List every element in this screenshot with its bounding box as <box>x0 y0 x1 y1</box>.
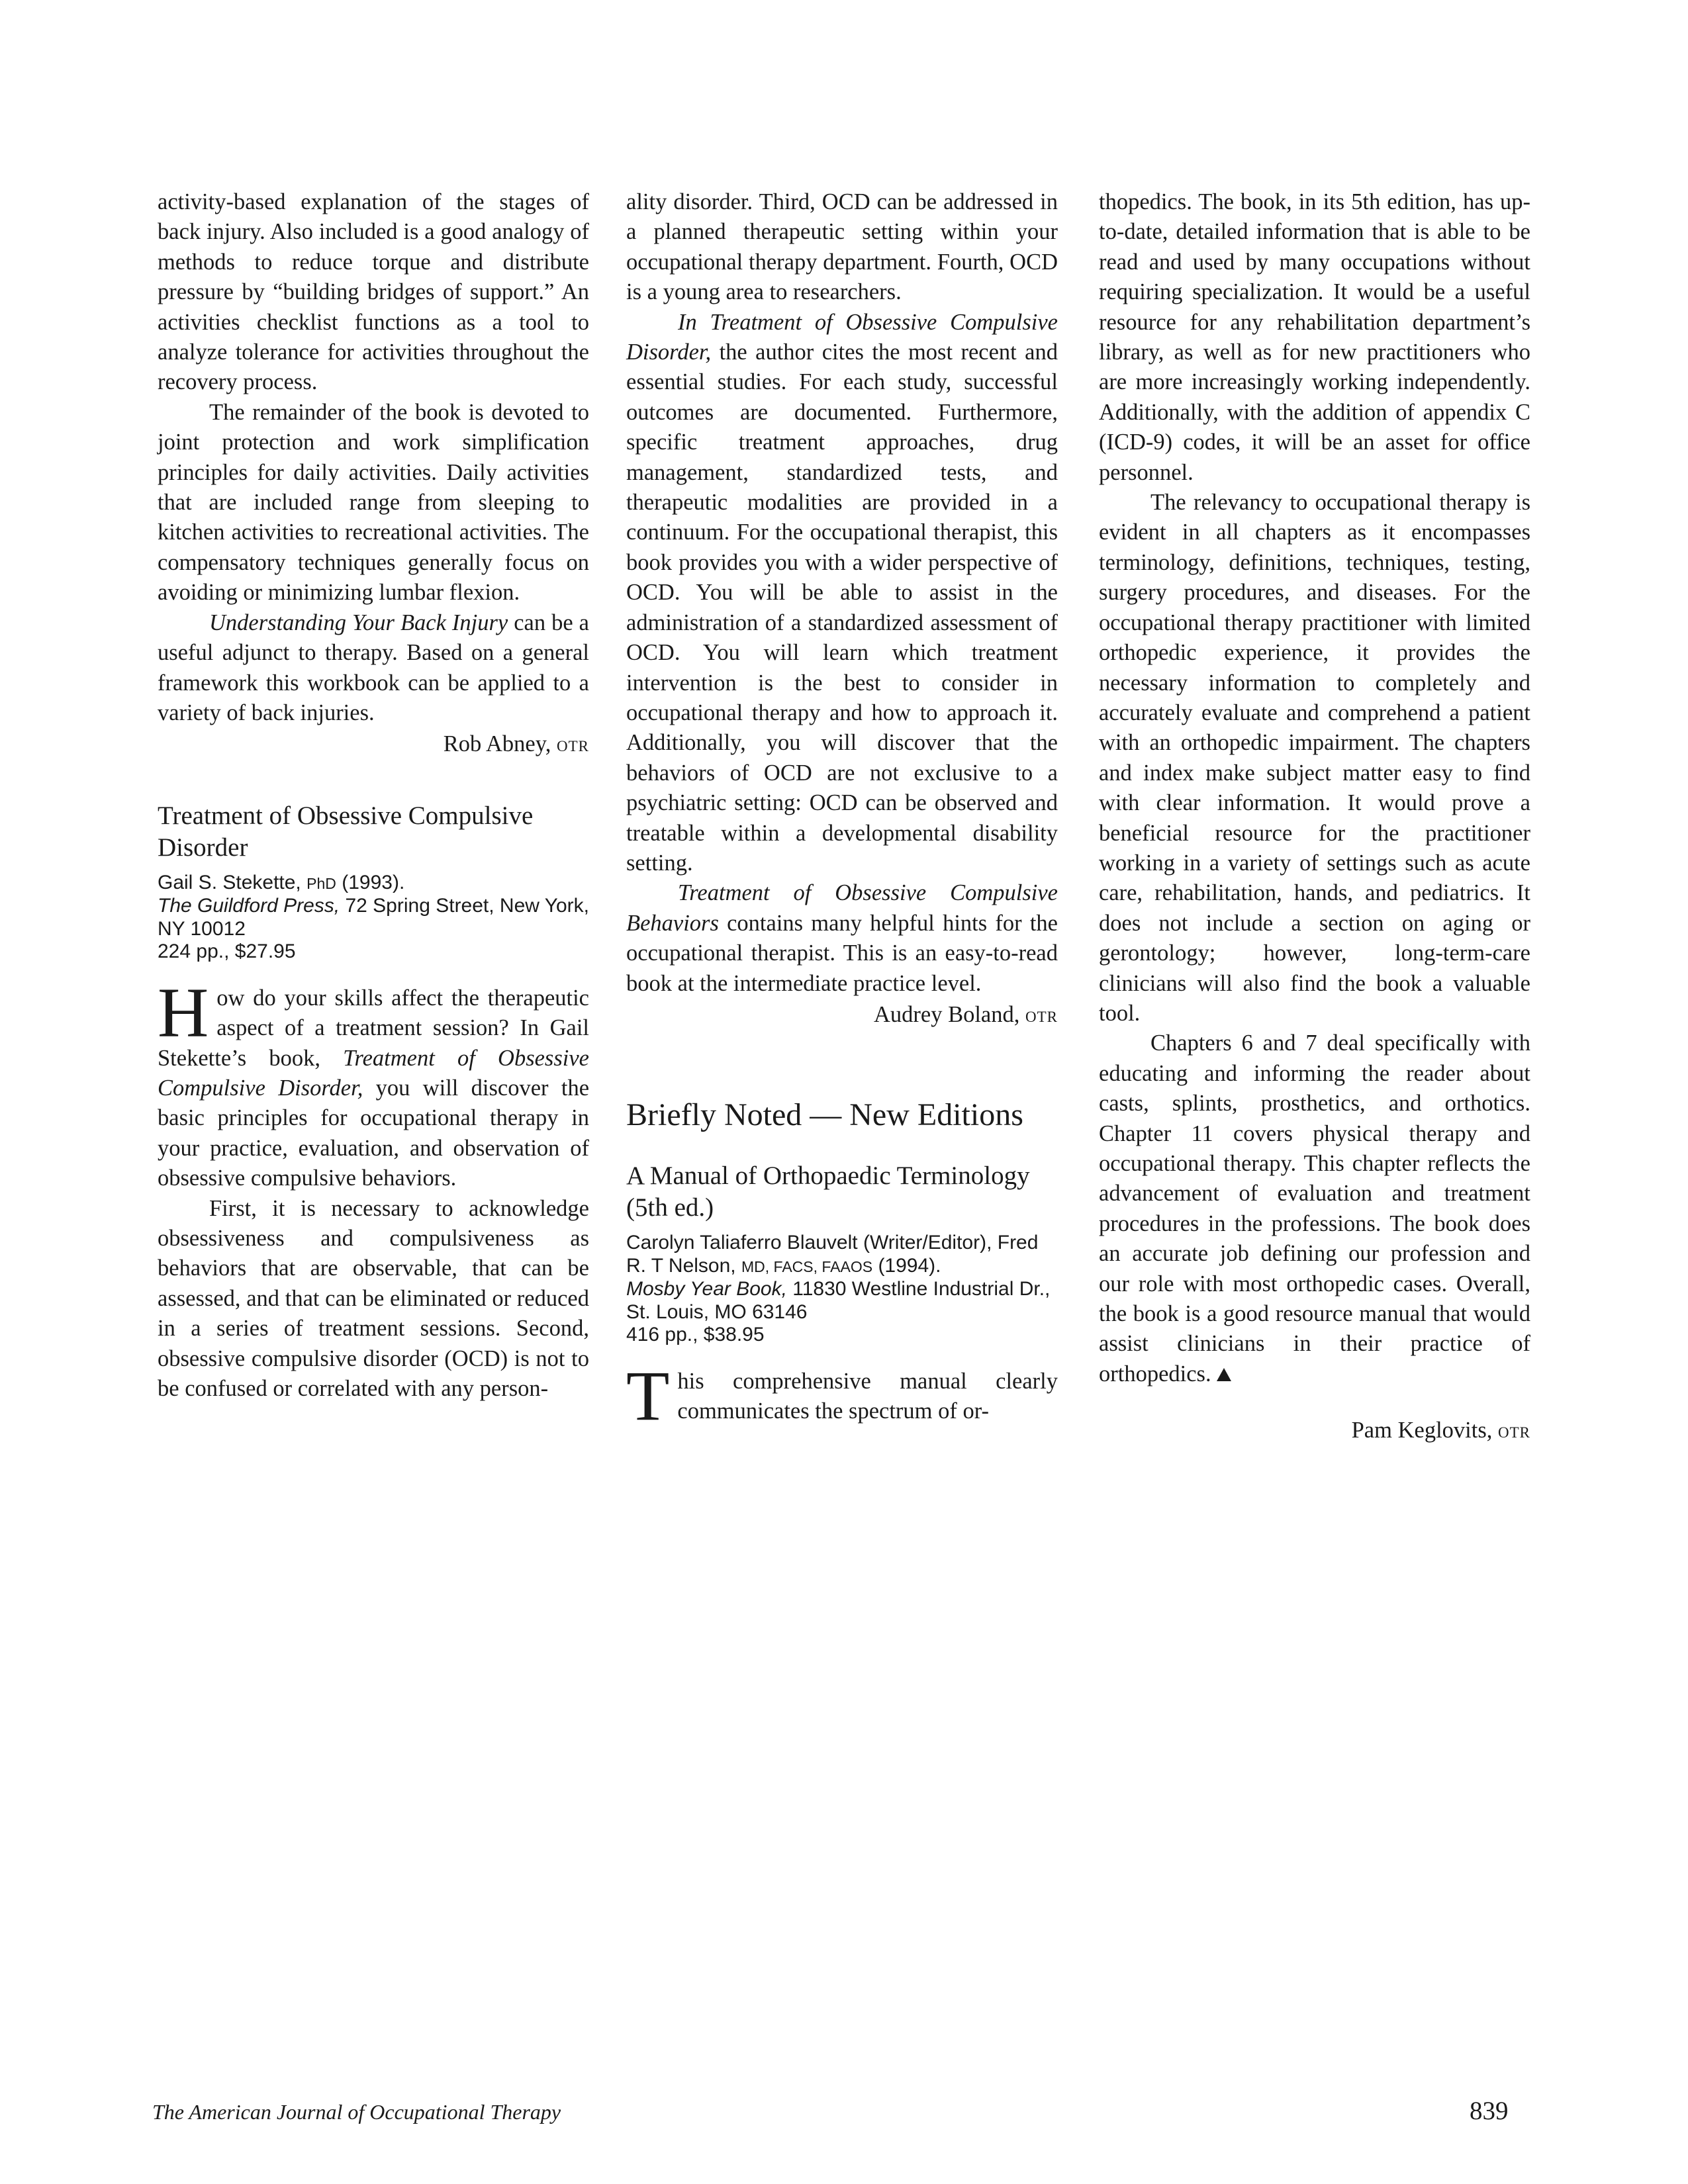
citation-pages-price: 224 pp., $27.95 <box>158 940 296 963</box>
paragraph <box>1099 1028 1530 1389</box>
citation-block <box>158 872 589 964</box>
paragraph: The relevancy to occupational therapy is evident in all chapters as it encompasses terminology, definitions, techniques, testing, surgery procedures, and diseases. For the occupational therapy practitioner with limited orthopedic experience, it provides the necessary information to completely and accurately evaluate and comprehend a patient with an orthopedic impairment. The chapters and index make subject matter easy to find with clear information. It would prove a beneficial resource for the practitioner working in a variety of settings such as acute care, rehabilitation, hands, and pediatrics. It does not include a section on aging or gerontology; however, long-term-care clinicians will also find the book a valuable tool. <box>1099 490 1530 1026</box>
lead-paragraph <box>626 1357 1058 1435</box>
end-mark-triangle-icon <box>1217 1368 1231 1381</box>
reviewer-signature <box>158 729 589 761</box>
citation-block <box>626 1232 1058 1347</box>
review-title: A Manual of Orthopaedic Terminology (5th ed.) <box>626 1161 1030 1222</box>
drop-cap: H <box>158 974 209 1052</box>
paragraph-text: the author cites the most recent and essential studies. For each study, successful outcomes are documented. Furthermore, specific treatment approaches, drug management, standardized tests, and therapeutic modalities are provided in a continuum. For the occupational therapist, this book provides you with a wider perspective of OCD. You will be able to assist in the administration of a standardized assessment of OCD. You will learn which treatment intervention is the best to consider in occupational therapy and how to approach it. Additionally, you will discover that the behaviors of OCD are not exclusive to a psychiatric setting: OCD can be observed and treatable within a developmental disability setting. <box>626 340 1058 876</box>
reviewer-credential: OTR <box>1498 1424 1530 1441</box>
drop-cap: T <box>626 1357 670 1435</box>
paragraph: First, it is necessary to acknowledge obsessiveness and compulsiveness as behaviors that are observable, that can be assessed, and that can be eliminated or reduced in a series of treatment sessions. Second, obsessive compulsive disorder (OCD) is not to be confused or correlated with any person- <box>158 1195 589 1401</box>
reviewer-signature <box>626 1000 1058 1032</box>
paragraph: The remainder of the book is devoted to joint protection and work simplification principles for daily activities. Daily activities that are included range from sleeping to kitchen activities to recreational activities. The compensatory techniques generally focus on avoiding or minimizing lumbar flexion. <box>158 399 589 606</box>
paragraph <box>158 608 589 729</box>
column-2 <box>626 187 1058 1435</box>
citation-year: (1993). <box>342 871 405 893</box>
reviewer-name: Rob Abney, <box>443 731 551 757</box>
reviewer-credential: OTR <box>1025 1008 1058 1025</box>
citation-year: (1994). <box>878 1254 941 1277</box>
paragraph-text: can be a useful adjunct to therapy. Based on a general framework this workbook can be applied to a variety of back injuries. <box>158 610 589 725</box>
paragraph-text: his comprehensive manual clearly communicates the spectrum of or- <box>677 1368 1058 1424</box>
paragraph-text: ow do your skills affect the therapeutic aspect of a treatment session? In Gail Stekette’s book, <box>158 985 589 1071</box>
section-heading: Briefly Noted — New Editions <box>626 1097 1023 1133</box>
review-title: Treatment of Obsessive Compulsive Disorder <box>158 801 534 862</box>
citation-publisher: The Guildford Press, <box>158 895 340 917</box>
lead-paragraph <box>158 974 590 1194</box>
citation-author: Carolyn Taliaferro Blauvelt (Writer/Editor), Fred R. T Nelson, <box>626 1232 1039 1277</box>
paragraph: ality disorder. Third, OCD can be addressed in a planned therapeutic setting within your occupational therapy department. Fourth, OCD is a young area to researchers. <box>626 189 1058 305</box>
paragraph <box>626 878 1058 999</box>
book-title-ref: Treatment of Obsessive Compulsive Disorder, <box>158 1045 589 1101</box>
reviewer-name: Audrey Boland, <box>873 1001 1020 1027</box>
paragraph-text: contains many helpful hints for the occupational therapist. This is an easy-to-read book at the intermediate practice level. <box>626 910 1058 996</box>
column-1 <box>158 187 589 1404</box>
column-3 <box>1099 187 1530 1448</box>
journal-footer: The American Journal of Occupational Therapy <box>152 2100 561 2124</box>
page-number: 839 <box>1470 2097 1509 2125</box>
citation-author: Gail S. Stekette, <box>158 871 301 893</box>
paragraph-text: you will discover the basic principles for occupational therapy in your practice, evaluation, and observation of obsessive compulsive behaviors. <box>158 1075 590 1191</box>
citation-pages-price: 416 pp., $38.95 <box>626 1324 765 1346</box>
paragraph: activity-based explanation of the stages of back injury. Also included is a good analogy of methods to reduce torque and distribute pressure by “building bridges of support.” An activities checklist functions as a tool to analyze tolerance for activities throughout the recovery process. <box>158 189 589 395</box>
citation-degree: PhD <box>306 874 336 892</box>
paragraph: thopedics. The book, in its 5th edition, has up-to-date, detailed information that is able to be read and used by many occupations without requiring specialization. It would be a useful resource for any rehabilitation department’s library, as well as for new practitioners who are more increasingly working independently. Additionally, with the addition of appendix C (ICD-9) codes, it will be an asset for office personnel. <box>1099 189 1530 485</box>
paragraph <box>626 308 1058 879</box>
citation-publisher: Mosby Year Book, <box>626 1278 787 1300</box>
citation-degree: MD, FACS, FAAOS <box>741 1257 873 1275</box>
book-title-ref: Understanding Your Back Injury <box>209 610 508 635</box>
paragraph-text: Chapters 6 and 7 deal specifically with educating and informing the reader about casts, splints, prosthetics, and orthotics. Chapter 11 covers physical therapy and occupational therapy. This chapter reflects the advancement of evaluation and treatment procedures in the professions. The book does an accurate job defining our profession and our role with most orthopedic cases. Overall, the book is a good resource manual that would assist clinicians in their practice of orthopedics. <box>1099 1030 1530 1387</box>
book-title-ref: Treatment of Obsessive Compulsive Behaviors <box>626 880 1058 936</box>
book-title-ref: In Treatment of Obsessive Compulsive Disorder, <box>626 309 1058 365</box>
reviewer-signature <box>1099 1416 1530 1447</box>
citation-address: 11830 Westline Industrial Dr., St. Louis, MO 63146 <box>626 1278 1051 1323</box>
citation-address: 72 Spring Street, New York, NY 10012 <box>158 895 590 940</box>
reviewer-credential: OTR <box>557 738 589 755</box>
reviewer-name: Pam Keglovits, <box>1351 1418 1493 1443</box>
